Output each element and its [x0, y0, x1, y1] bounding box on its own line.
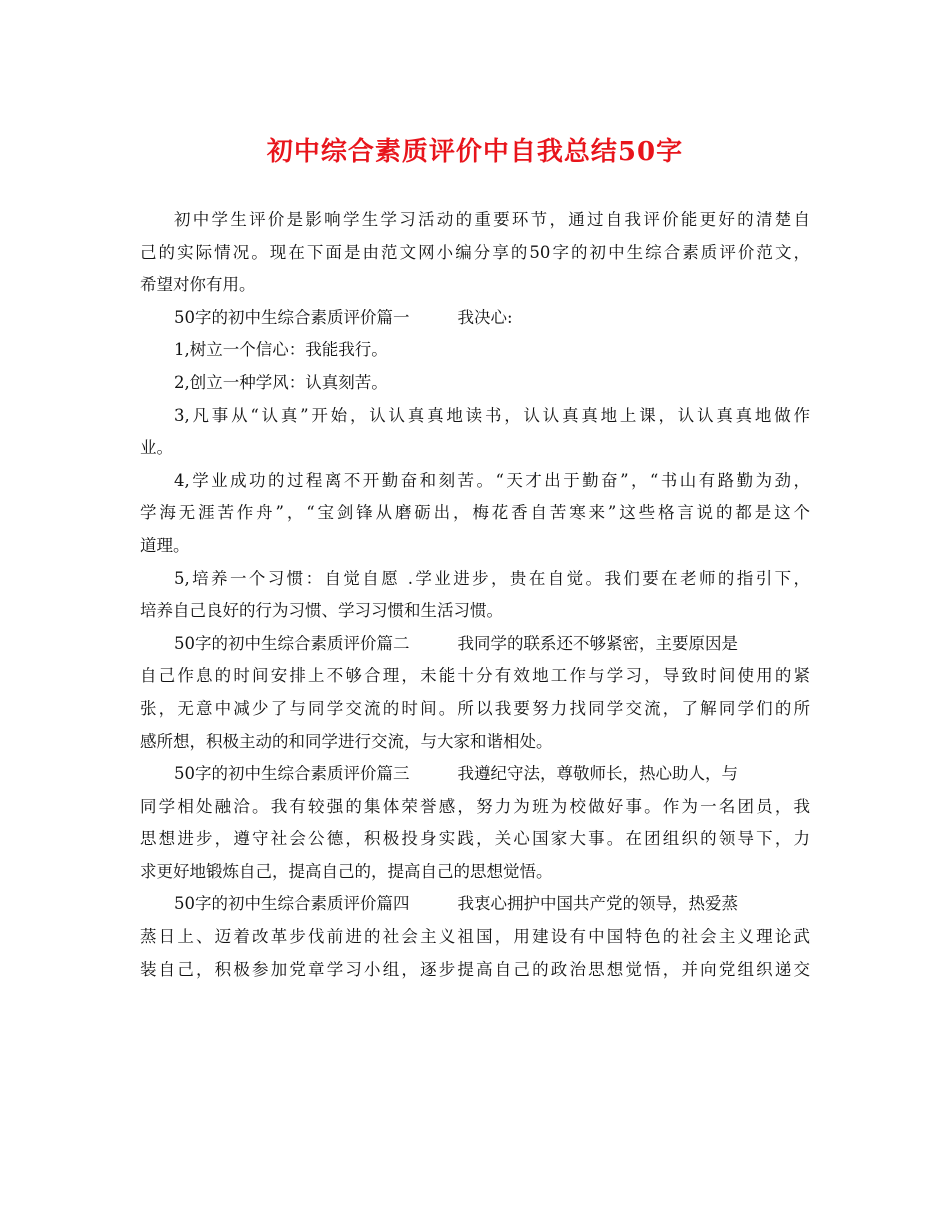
essay-one-heading-paragraph	[140, 302, 810, 335]
text-line: 自己作息的时间安排上不够合理，未能十分有效地工作与学习，导致时间使用的紧	[140, 666, 810, 686]
essay-four-paragraph	[140, 888, 810, 986]
text-line: 感所想，积极主动的和同学进行交流，与大家和谐相处。	[140, 731, 553, 751]
text-line: 同学相处融洽。我有较强的集体荣誉感，努力为班为校做好事。作为一名团员，我	[140, 796, 810, 816]
text-line: 2,创立一种学风：认真刻苦。	[174, 372, 388, 392]
essay-two-paragraph	[140, 628, 810, 758]
text-line: 道理。	[140, 535, 190, 555]
intro-paragraph	[140, 204, 810, 302]
text-line: 己的实际情况。现在下面是由范文网小编分享的50字的初中生综合素质评价范文，	[140, 242, 810, 262]
essay-one-lead: 我决心:	[457, 307, 513, 327]
essay-three-paragraph	[140, 758, 810, 888]
text-line: 装自己，积极参加党章学习小组，逐步提高自己的政治思想觉悟，并向党组织递交	[140, 959, 810, 979]
text-line: 学海无涯苦作舟”，“宝剑锋从磨砺出，梅花香自苦寒来”这些格言说的都是这个	[140, 503, 810, 523]
essay-three-heading: 50字的初中生综合素质评价篇三	[174, 764, 410, 784]
text-segment: 我同学的联系还不够紧密，主要原因是	[457, 633, 738, 653]
text-line	[140, 302, 810, 335]
list-item-1	[140, 334, 810, 367]
text-line: 业。	[140, 438, 173, 458]
text-line	[140, 888, 810, 921]
text-line: 5,培养一个习惯：自觉自愿 .学业进步，贵在自觉。我们要在老师的指引下，	[174, 568, 810, 588]
text-line: 求更好地锻炼自己，提高自己的，提高自己的思想觉悟。	[140, 861, 553, 881]
list-item-4	[140, 465, 810, 563]
text-line: 3,凡事从“认真”开始，认认真真地读书，认认真真地上课，认认真真地做作	[174, 405, 810, 425]
document-title: 初中综合素质评价中自我总结50字	[266, 137, 684, 167]
document-body	[140, 204, 810, 986]
text-line: 培养自己良好的行为习惯、学习习惯和生活习惯。	[140, 601, 503, 621]
list-item-3	[140, 400, 810, 465]
text-line: 4,学业成功的过程离不开勤奋和刻苦。“天才出于勤奋”，“书山有路勤为劲，	[174, 470, 810, 490]
text-line: 思想进步，遵守社会公德，积极投身实践，关心国家大事。在团组织的领导下，力	[140, 829, 810, 849]
list-item-5	[140, 563, 810, 628]
text-line	[140, 758, 810, 791]
text-line	[140, 628, 810, 661]
essay-four-heading: 50字的初中生综合素质评价篇四	[174, 894, 410, 914]
list-item-2	[140, 367, 810, 400]
text-line: 张，无意中减少了与同学交流的时间。所以我要努力找同学交流，了解同学们的所	[140, 698, 810, 718]
text-line: 蒸日上、迈着改革步伐前进的社会主义祖国，用建设有中国特色的社会主义理论武	[140, 927, 810, 947]
text-segment: 我遵纪守法，尊敬师长，热心助人，与	[457, 764, 738, 784]
text-line: 希望对你有用。	[140, 275, 256, 295]
text-line: 1,树立一个信心：我能我行。	[174, 340, 388, 360]
text-segment: 我衷心拥护中国共产党的领导，热爱蒸	[457, 894, 738, 914]
essay-two-heading: 50字的初中生综合素质评价篇二	[174, 633, 410, 653]
text-line: 初中学生评价是影响学生学习活动的重要环节，通过自我评价能更好的清楚自	[174, 210, 810, 229]
essay-one-heading: 50字的初中生综合素质评价篇一	[174, 307, 410, 327]
